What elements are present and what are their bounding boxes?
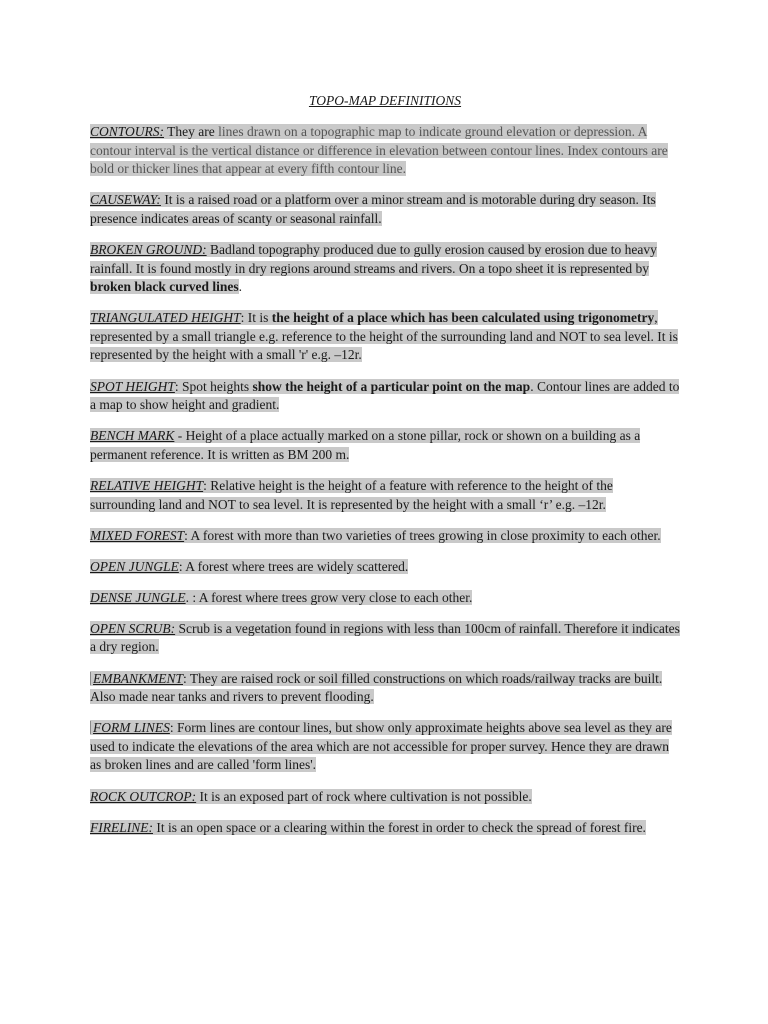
definition-term: ROCK OUTCROP:	[90, 788, 197, 804]
definition-embankment	[90, 670, 680, 707]
definition-contours	[90, 123, 680, 179]
definition-mixed-forest	[90, 527, 680, 546]
definition-term: OPEN SCRUB:	[90, 620, 176, 636]
definition-text: It is an exposed part of rock where cultivation is not possible.	[196, 788, 532, 804]
definition-causeway	[90, 191, 680, 228]
definition-term: OPEN JUNGLE	[90, 558, 179, 574]
definition-text: : A forest where trees are widely scattered.	[178, 558, 409, 574]
definition-after-text: .	[238, 279, 243, 295]
definition-after-text: , represented by a small triangle e.g. reference to the height of the surrounding land and NOT to sea level. It is represented by the height with a small 'r' e.g. –12r.	[90, 310, 678, 363]
definition-term: BENCH MARK	[90, 428, 175, 444]
definition-broken-ground	[90, 241, 680, 297]
definition-dense-jungle	[90, 589, 680, 608]
definition-open-scrub	[90, 620, 680, 657]
document-title: TOPO-MAP DEFINITIONS	[308, 93, 462, 108]
definition-term: TRIANGULATED HEIGHT	[90, 310, 241, 326]
definition-relative-height	[90, 477, 680, 514]
definition-lead: They are	[164, 124, 215, 139]
cursor-bar-icon	[90, 672, 91, 685]
definition-pre-text: : It is	[240, 310, 272, 326]
definition-bold-text: the height of a place which has been calculated using trigonometry	[271, 310, 655, 326]
definition-term: RELATIVE HEIGHT	[90, 477, 204, 493]
definition-text: Badland topography produced due to gully erosion caused by erosion due to heavy rainfall. It is found mostly in dry regions around streams and rivers. On a topo sheet it is represented by	[90, 241, 657, 276]
definition-term: MIXED FOREST	[90, 527, 185, 543]
definition-form-lines	[90, 719, 680, 775]
definition-text: lines drawn on a topographic map to indicate ground elevation or depression. A contour interval is the vertical distance or difference in elevation between contour lines. Index contours are bold or thicker lines that appear at every fifth contour line.	[90, 124, 668, 177]
definition-text: : Form lines are contour lines, but show only approximate heights above sea level as they are used to indicate the elevations of the area which are not accessible for proper survey. Hence they are drawn as broken lines and are called 'form lines'.	[90, 720, 672, 773]
definition-term: CONTOURS:	[90, 124, 165, 139]
cursor-bar-icon	[90, 721, 91, 734]
definition-term: DENSE JUNGLE	[90, 589, 186, 605]
definition-fireline	[90, 819, 680, 838]
definition-spot-height	[90, 378, 680, 415]
definition-term: FIRELINE:	[90, 819, 153, 835]
definition-pre-text: : Spot heights	[174, 378, 253, 394]
definition-term: BROKEN GROUND:	[90, 241, 207, 257]
definition-triangulated-height	[90, 309, 680, 365]
definition-text: Scrub is a vegetation found in regions with less than 100cm of rainfall. Therefore it indicates a dry region.	[90, 620, 680, 655]
definition-text: It is a raised road or a platform over a minor stream and is motorable during dry season. Its presence indicates areas of scanty or seasonal rainfall.	[90, 192, 656, 226]
definition-bold-text: show the height of a particular point on the map	[252, 378, 531, 394]
definition-text: . : A forest where trees grow very close to each other.	[185, 589, 473, 605]
definition-text: - Height of a place actually marked on a stone pillar, rock or shown on a building as a permanent reference. It is written as BM 200 m.	[90, 428, 641, 462]
definition-bold-text: broken black curved lines	[90, 279, 239, 295]
definition-text: : They are raised rock or soil filled constructions on which roads/railway tracks are built. Also made near tanks and rivers to prevent flooding.	[90, 670, 663, 705]
definition-after-text: . Contour lines are added to a map to show height and gradient.	[90, 378, 680, 413]
definition-term: EMBANKMENT	[93, 670, 183, 686]
definition-bench-mark	[90, 427, 680, 464]
definition-text: It is an open space or a clearing within the forest in order to check the spread of forest fire.	[153, 819, 646, 835]
definition-text: : A forest with more than two varieties of trees growing in close proximity to each other.	[184, 527, 661, 543]
definition-open-jungle	[90, 558, 680, 577]
definition-rock-outcrop	[90, 788, 680, 807]
definition-term: FORM LINES	[93, 720, 170, 736]
definition-term: CAUSEWAY:	[90, 192, 161, 208]
definition-text: : Relative height is the height of a feature with reference to the height of the surrounding land and NOT to sea level. It is represented by the height with a small ‘r’ e.g. –12r.	[90, 477, 613, 512]
definition-term: SPOT HEIGHT	[90, 378, 175, 394]
document-page	[90, 92, 680, 850]
